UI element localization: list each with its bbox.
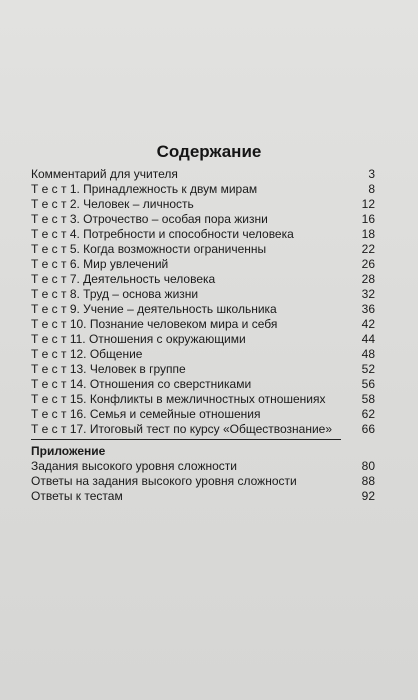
- toc-entry: [31, 347, 375, 362]
- toc-list: [31, 167, 375, 437]
- toc-entry-title: Т е с т 8. Труд – основа жизни: [31, 287, 199, 301]
- toc-entry-title: Т е с т 14. Отношения со сверстниками: [31, 377, 252, 391]
- toc-entry: [31, 392, 375, 407]
- table-of-contents: [31, 167, 375, 504]
- toc-entry-title: Т е с т 4. Потребности и способности человека: [31, 227, 294, 241]
- toc-entry-page: 3: [368, 167, 375, 181]
- toc-entry-page: 56: [361, 377, 375, 391]
- toc-entry-title: Т е с т 6. Мир увлечений: [31, 257, 169, 271]
- toc-entry-page: 26: [361, 257, 375, 271]
- toc-entry-title: Т е с т 7. Деятельность человека: [31, 272, 216, 286]
- toc-entry: [31, 287, 375, 302]
- toc-entry: [31, 242, 375, 257]
- toc-entry-page: 12: [361, 197, 375, 211]
- toc-entry: [31, 182, 375, 197]
- toc-entry-title: Т е с т 17. Итоговый тест по курсу «Обществознание»: [31, 422, 333, 436]
- toc-entry: [31, 212, 375, 227]
- toc-entry-page: 88: [361, 474, 375, 488]
- toc-entry-page: 22: [361, 242, 375, 256]
- toc-entry-page: 16: [361, 212, 375, 226]
- toc-entry-page: 18: [361, 227, 375, 241]
- toc-entry-page: 62: [361, 407, 375, 421]
- toc-entry-title: Т е с т 10. Познание человеком мира и себя: [31, 317, 278, 331]
- toc-entry: [31, 407, 375, 422]
- toc-entry-page: 42: [361, 317, 375, 331]
- toc-entry-page: 8: [368, 182, 375, 196]
- toc-entry-title: Задания высокого уровня сложности: [31, 459, 237, 473]
- toc-entry-page: 44: [361, 332, 375, 346]
- toc-entry: [31, 362, 375, 377]
- toc-entry-title: Т е с т 1. Принадлежность к двум мирам: [31, 182, 258, 196]
- toc-entry: [31, 167, 375, 182]
- toc-entry-page: 32: [361, 287, 375, 301]
- toc-entry-page: 66: [361, 422, 375, 436]
- toc-entry-title: Ответы на задания высокого уровня сложности: [31, 474, 297, 488]
- toc-entry-page: 80: [361, 459, 375, 473]
- toc-entry-page: 58: [361, 392, 375, 406]
- toc-entry: [31, 272, 375, 287]
- toc-entry-page: 36: [361, 302, 375, 316]
- toc-entry: [31, 422, 375, 437]
- toc-entry-page: 28: [361, 272, 375, 286]
- toc-entry: [31, 302, 375, 317]
- toc-entry-title: Т е с т 3. Отрочество – особая пора жизни: [31, 212, 268, 226]
- toc-entry-title: Т е с т 2. Человек – личность: [31, 197, 194, 211]
- toc-entry: [31, 489, 375, 504]
- toc-entry-title: Т е с т 15. Конфликты в межличностных отношениях: [31, 392, 326, 406]
- contents-heading: Содержание: [156, 142, 262, 161]
- toc-entry: [31, 332, 375, 347]
- toc-entry-page: 92: [361, 489, 375, 503]
- toc-entry-title: Т е с т 12. Общение: [31, 347, 143, 361]
- toc-entry: [31, 317, 375, 332]
- toc-entry: [31, 377, 375, 392]
- toc-entry: [31, 257, 375, 272]
- appendix-list: [31, 459, 375, 504]
- toc-entry-title: Ответы к тестам: [31, 489, 123, 503]
- toc-entry-page: 48: [361, 347, 375, 361]
- toc-divider: [31, 439, 341, 440]
- toc-entry-title: Т е с т 11. Отношения с окружающими: [31, 332, 246, 346]
- toc-entry-title: Т е с т 16. Семья и семейные отношения: [31, 407, 261, 421]
- appendix-heading: Приложение: [31, 444, 106, 458]
- toc-entry-title: Комментарий для учителя: [31, 167, 178, 181]
- toc-entry-title: Т е с т 5. Когда возможности ограниченны: [31, 242, 267, 256]
- toc-entry-title: Т е с т 9. Учение – деятельность школьника: [31, 302, 277, 316]
- toc-entry: [31, 459, 375, 474]
- toc-entry: [31, 197, 375, 212]
- show-through-text: [140, 40, 144, 52]
- toc-entry-page: 52: [361, 362, 375, 376]
- toc-entry: [31, 227, 375, 242]
- toc-entry-title: Т е с т 13. Человек в группе: [31, 362, 186, 376]
- toc-entry: [31, 474, 375, 489]
